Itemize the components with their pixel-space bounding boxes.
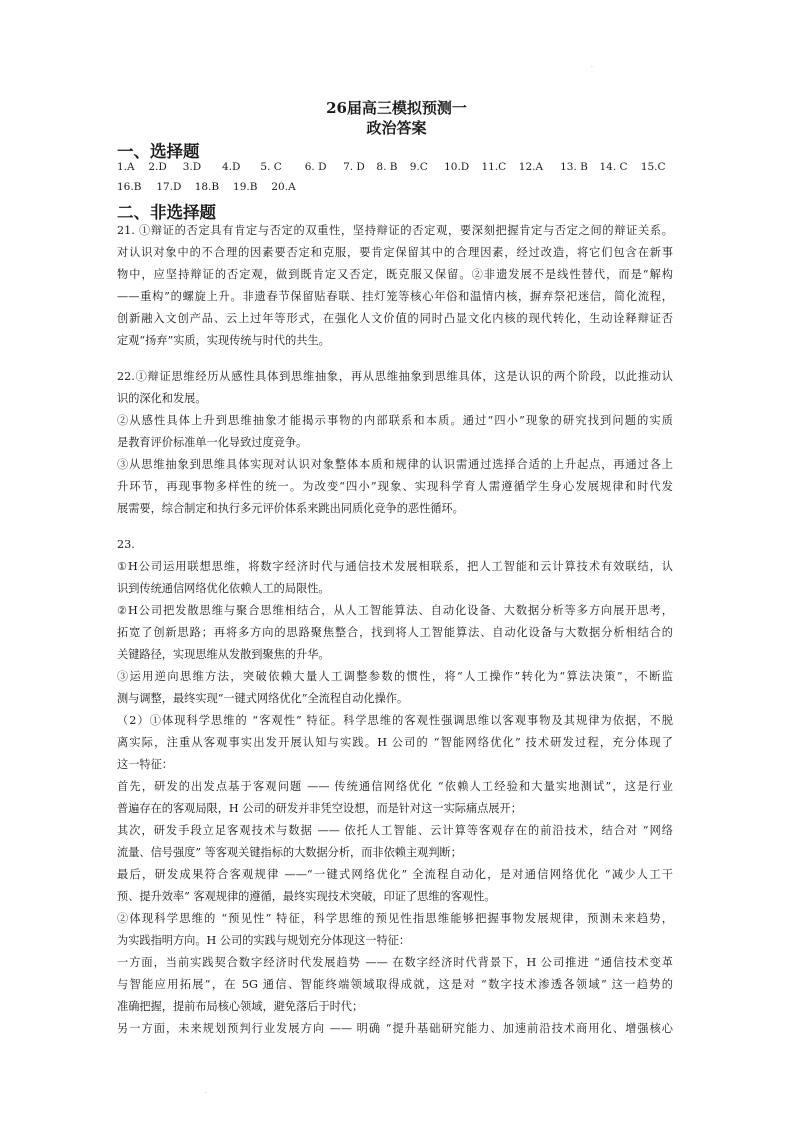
section-heading-non-choice: 二、非选择题 — [117, 203, 216, 222]
q23-line: 流量、信号强度” 等客观关键指标的大数据分析，而非依赖主观判断； — [117, 846, 462, 859]
answer-item: 19.B — [233, 181, 258, 193]
page-subtitle: 政治答案 — [366, 119, 427, 137]
answer-item: 3.D — [182, 161, 202, 173]
q22-line: ③从思维抽象到思维具体实现对认识对象整体本质和规律的认识需通过选择合适的上升起点，再通过各上 — [117, 458, 673, 471]
answer-item: 17.D — [156, 181, 182, 193]
answer-item: 15.C — [640, 161, 666, 173]
q21-line: 定观“扬弃”实质，实现传统与时代的共生。 — [117, 334, 330, 347]
q22-line: 是教育评价标准单一化导致过度竞争。 — [117, 436, 308, 449]
page-speck: · — [205, 1090, 207, 1097]
q23-line: 这一特征： — [117, 758, 173, 771]
q23-line: 与智能应用拓展”，在 5G 通信、智能终端领域取得成就，这是对 “数字技术渗透各领域” 这一趋势的 — [117, 978, 673, 991]
answer-item: 1.A — [117, 161, 135, 173]
answer-item: 12.A — [518, 161, 544, 173]
q23-line: 拓宽了创新思路；再将多方向的思路聚焦整合，找到将人工智能算法、自动化设备与大数据分析相结合的 — [117, 626, 673, 639]
q21-line: 21. ①辩证的否定具有肯定与否定的双重性，坚持辩证的否定观，要深刻把握肯定与否定之间的辩证关系。 — [117, 224, 673, 237]
q23-line: 普遍存在的客观局限，H 公司的研发并非凭空设想，而是针对这一实际痛点展开； — [117, 802, 522, 815]
answer-item: 7. D — [343, 161, 365, 173]
answers-row-2 — [117, 181, 303, 193]
q23-line: 其次，研发手段立足客观技术与数据 —— 依托人工智能、云计算等客观存在的前沿技术，结合对 “网络 — [117, 824, 673, 837]
answer-item: 9.C — [409, 161, 428, 173]
q22-line: 升环节，再现事物多样性的统一。为改变“四小”现象、实现科学育人需遵循学生身心发展规律和时代发 — [117, 480, 673, 493]
q23-line: 首先，研发的出发点基于客观问题 —— 传统通信网络优化 “依赖人工经验和大量实地测试”，这是行业 — [117, 780, 673, 793]
answer-item: 20.A — [271, 181, 296, 193]
q23-line: 另一方面，未来规划预判行业发展方向 —— 明确 “提升基础研究能力、加速前沿技术商用化、增强核心 — [117, 1022, 673, 1035]
q23-line: 一方面，当前实践契合数字经济时代发展趋势 —— 在数字经济时代背景下，H 公司推进 “通信技术变革 — [117, 956, 673, 969]
answer-item: 10.D — [444, 161, 470, 173]
q23-line: ②体现科学思维的 “预见性” 特征，科学思维的预见性指思维能够把握事物发展规律，预测未来趋势， — [117, 912, 673, 925]
page-speck: · — [591, 64, 593, 71]
answer-item: 5. C — [260, 161, 282, 173]
answer-item: 6. D — [304, 161, 327, 173]
q23-line: 测与调整，最终实现“一键式网络优化”全流程自动化操作。 — [117, 692, 409, 705]
q23-line: 准确把握，提前布局核心领域，避免落后于时代； — [117, 1000, 364, 1013]
q23-line: ③运用逆向思维方法，突破依赖大量人工调整参数的惯性，将“人工操作”转化为“算法决策”，不断监 — [117, 670, 673, 683]
q23-line: 离实际，注重从客观事实出发开展认知与实践。H 公司的 “智能网络优化” 技术研发过程，充分体现了 — [117, 736, 673, 749]
q23-line: ①H公司运用联想思维，将数字经济时代与通信技术发展相联系，把人工智能和云计算技术有效联结，认 — [117, 560, 673, 573]
section-heading-choice: 一、选择题 — [117, 142, 200, 161]
q23-line: ②H公司把发散思维与聚合思维相结合，从人工智能算法、自动化设备、大数据分析等多方向展开思考， — [117, 604, 673, 617]
answer-item: 4.D — [222, 161, 241, 173]
q22-line: 22.①辩证思维经历从感性具体到思维抽象，再从思维抽象到思维具体，这是认识的两个阶段，以此推动认 — [117, 370, 673, 383]
q23-line: （2）①体现科学思维的 “客观性” 特征。科学思维的客观性强调思维以客观事物及其规律为依据，不脱 — [117, 714, 673, 727]
q23-line: 为实践指明方向。H 公司的实践与规划充分体现这一特征： — [117, 934, 411, 947]
q21-line: 对认识对象中的不合理的因素要否定和克服，要肯定保留其中的合理因素，经过改造，将它们包含在新事 — [117, 246, 673, 259]
q23-line: 最后，研发成果符合客观规律 ——“一键式网络优化” 全流程自动化，是对通信网络优化 “减少人工干 — [117, 868, 673, 881]
answer-item: 16.B — [117, 181, 142, 193]
q23-line: 预、提升效率” 客观规律的遵循，最终实现技术突破，印证了思维的客观性。 — [117, 890, 496, 903]
answer-item: 13. B — [560, 161, 588, 173]
q22-line: ②从感性具体上升到思维抽象才能揭示事物的内部联系和本质。通过“四小”现象的研究找到问题的实质 — [117, 414, 673, 427]
q22-line: 识的深化和发展。 — [117, 392, 207, 405]
q23-line: 识到传统通信网络优化依赖人工的局限性。 — [117, 582, 330, 595]
q22-line: 展需要，综合制定和执行多元评价体系来跳出同质化竞争的恶性循环。 — [117, 502, 464, 515]
answer-item: 2.D — [148, 161, 167, 173]
answer-item: 11.C — [481, 161, 507, 173]
q23-number: 23. — [117, 538, 135, 551]
answer-item: 8. B — [376, 161, 398, 173]
page-title: 26届高三模拟预测一 — [326, 99, 467, 117]
answer-item: 14. C — [599, 161, 628, 173]
q21-line: 物中，应坚持辩证的否定观，做到既肯定又否定，既克服又保留。②非遗发展不是线性替代，而是“解构 — [117, 268, 673, 281]
q21-line: 创新融入文创产品、云上过年等形式，在强化人文价值的同时凸显文化内核的现代转化，生动诠释辩证否 — [117, 312, 673, 325]
answers-row-1 — [117, 161, 673, 173]
q21-line: ——重构”的螺旋上升。非遗春节保留贴春联、挂灯笼等核心年俗和温情内核，摒弃祭祀迷信，简化流程， — [117, 290, 673, 303]
q23-line: 关键路径，实现思维从发散到聚焦的升华。 — [117, 648, 330, 661]
answer-item: 18.B — [194, 181, 220, 193]
